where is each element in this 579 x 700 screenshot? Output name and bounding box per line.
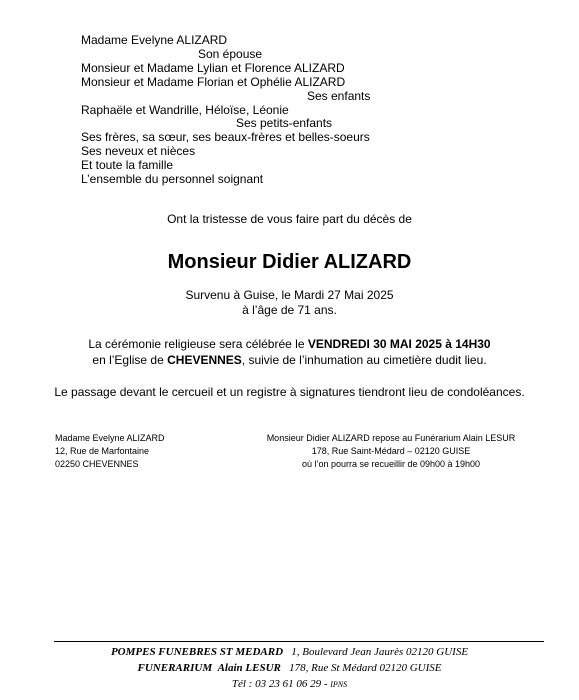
church-town: CHEVENNES [167, 353, 242, 367]
footer-fun-address: 178, Rue St Médard 02120 GUISE [289, 662, 442, 674]
footer-ipns: IPNS [330, 680, 348, 689]
family-line: Raphaële et Wandrille, Héloïse, Léonie [81, 103, 289, 117]
church-line [0, 353, 579, 368]
footer-pf-name: POMPES FUNEBRES ST MEDARD [110, 646, 284, 658]
footer-line-tel [0, 676, 579, 693]
footer-line-funerarium [0, 660, 579, 676]
condolences-text: Le passage devant le cercueil et un registre à signatures tiendront lieu de condoléances. [54, 385, 525, 399]
footer-line-pompes [0, 644, 579, 660]
church-prefix: en l’Eglise de [92, 353, 168, 367]
address-right-line: 178, Rue Saint-Médard – 02120 GUISE [311, 446, 471, 456]
family-line: Monsieur et Madame Florian et Ophélie ALIZARD [81, 75, 346, 89]
age-line: à l’âge de 71 ans. [242, 303, 337, 317]
address-left-line: 02250 CHEVENNES [55, 459, 139, 469]
address-left-line: 12, Rue de Marfontaine [55, 446, 150, 456]
footer-tel: Tél : 03 23 61 06 29 - [231, 678, 328, 690]
ceremony-date: VENDREDI 30 MAI 2025 à 14H30 [307, 337, 491, 351]
footer-pf-address: 1, Boulevard Jean Jaurès 02120 GUISE [291, 646, 469, 658]
family-line: Monsieur et Madame Lylian et Florence ALIZARD [81, 61, 345, 75]
family-role: Son épouse [198, 47, 263, 61]
family-role: Ses petits-enfants [236, 116, 333, 130]
address-right [262, 432, 520, 471]
family-line: Ses frères, sa sœur, ses beaux-frères et belles-soeurs [81, 130, 370, 144]
address-left-line: Madame Evelyne ALIZARD [55, 433, 165, 443]
family-role: Ses enfants [307, 89, 371, 103]
church-suffix: , suivie de l’inhumation au cimetière dudit lieu. [241, 353, 487, 367]
family-line: Et toute la famille [81, 158, 174, 172]
ceremony-prefix: La cérémonie religieuse sera célébrée le [88, 337, 308, 351]
family-line: Ses neveux et nièces [81, 144, 196, 158]
intro-text: Ont la tristesse de vous faire part du décès de [167, 212, 412, 226]
deceased-name: Monsieur Didier ALIZARD [167, 251, 412, 273]
family-line: Madame Evelyne ALIZARD [81, 33, 228, 47]
footer-fun-name: FUNERARIUM [137, 662, 213, 674]
footer-divider [54, 641, 544, 642]
address-right-line: où l’on pourra se recueillir de 09h00 à 19h00 [301, 459, 481, 469]
address-right-line: Monsieur Didier ALIZARD repose au Funérarium Alain LESUR [266, 433, 516, 443]
footer-fun-owner: Alain LESUR [217, 662, 281, 674]
ceremony-line [0, 337, 579, 352]
family-line: L’ensemble du personnel soignant [81, 172, 264, 186]
death-line: Survenu à Guise, le Mardi 27 Mai 2025 [185, 288, 394, 302]
